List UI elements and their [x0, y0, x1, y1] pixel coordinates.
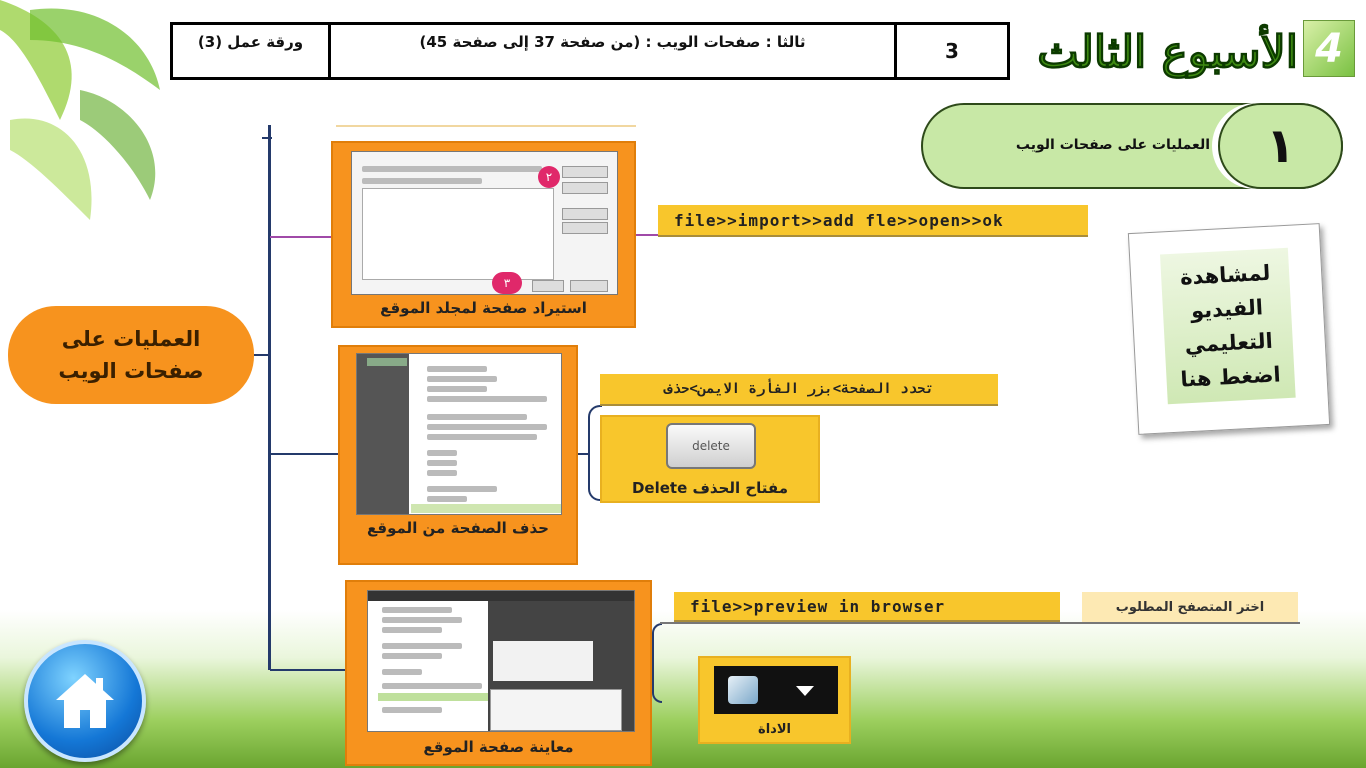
- tree-root-link: [254, 354, 268, 356]
- preview-tool-icon: [714, 666, 838, 714]
- preview-caption: معاينة صفحة الموقع: [423, 738, 574, 756]
- top-separator: [336, 125, 636, 127]
- lesson-title: العمليات على صفحات الويب: [1015, 137, 1210, 153]
- step-marker-icon: ٣: [492, 272, 522, 294]
- lesson-number: ١: [1218, 103, 1343, 189]
- import-steps-label: file>>import>>add fle>>open>>ok: [658, 205, 1088, 237]
- background-grass: [0, 610, 1366, 768]
- delete-caption: حذف الصفحة من الموقع: [367, 519, 549, 537]
- video-link-card[interactable]: [1128, 223, 1330, 435]
- main-node-line-1: العمليات على: [61, 327, 201, 351]
- tree-trunk: [268, 125, 271, 670]
- dropdown-arrow-icon: [796, 686, 814, 696]
- logo-text: 4: [1315, 25, 1343, 72]
- delete-key-label: delete: [692, 439, 730, 453]
- home-icon: [50, 666, 120, 736]
- import-box: [331, 141, 636, 328]
- import-label-link: [636, 234, 658, 236]
- branch-preview-link: [270, 669, 348, 671]
- main-topic-node: [8, 306, 254, 404]
- file-menu-screenshot: [367, 590, 635, 732]
- delete-key-icon: [666, 423, 756, 469]
- video-line-4: اضغط هنا: [1179, 362, 1282, 392]
- context-menu-screenshot: [356, 353, 562, 515]
- delete-box: [338, 345, 578, 565]
- delete-key-box: [600, 415, 820, 503]
- branch-import-link: [270, 236, 332, 238]
- preview-underline: [660, 622, 1300, 624]
- preview-tool-caption: الاداة: [758, 722, 791, 737]
- import-dialog-screenshot: [351, 151, 618, 295]
- worksheet-label: ورقة عمل (3): [173, 25, 331, 77]
- week-title: الأسبوع الثالث: [1037, 27, 1298, 78]
- preview-box: [345, 580, 652, 766]
- preview-bracket: [652, 623, 662, 703]
- preview-tool-box: [698, 656, 851, 744]
- header-table: [170, 22, 1010, 80]
- video-line-3: التعليمي: [1184, 328, 1274, 358]
- preview-steps-label: file>>preview in browser: [674, 592, 1060, 622]
- delete-link-h: [578, 453, 588, 455]
- step-marker-icon: ٢: [538, 166, 560, 188]
- logo: [1303, 20, 1355, 77]
- video-link-text[interactable]: [1160, 248, 1296, 404]
- home-button[interactable]: [24, 640, 146, 762]
- section-title: ثالثا : صفحات الويب : (من صفحة 37 إلى صفحة 45): [331, 25, 897, 77]
- choose-browser-label: اختر المتصفح المطلوب: [1082, 592, 1298, 622]
- section-number: 3: [945, 39, 959, 63]
- delete-key-caption: مفتاح الحذف Delete: [631, 479, 789, 497]
- tree-cap: [262, 137, 272, 139]
- video-line-1: لمشاهدة: [1179, 260, 1271, 290]
- leaves-decoration: [0, 0, 175, 240]
- delete-steps-label: تحدد الصفحة>بزر الفأرة الايمن>حذف: [600, 374, 998, 406]
- video-line-2: الفيديو: [1190, 295, 1264, 323]
- main-node-line-2: صفحات الويب: [58, 359, 204, 383]
- branch-delete-link: [270, 453, 338, 455]
- import-caption: استيراد صفحة لمجلد الموقع: [380, 299, 587, 317]
